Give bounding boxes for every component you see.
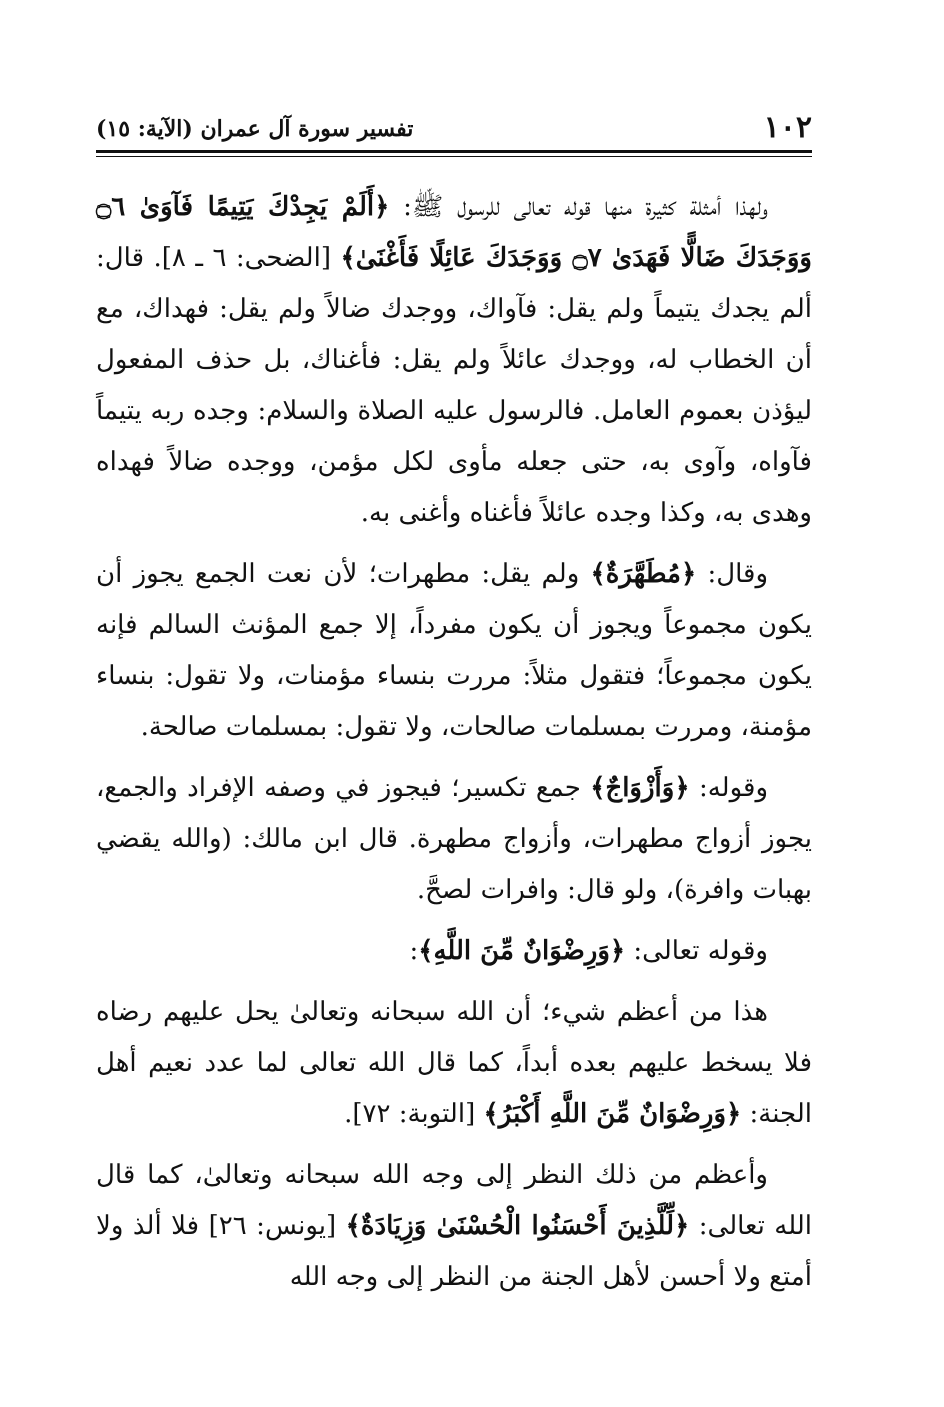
paragraph-text: وقال:	[696, 559, 769, 589]
quran-quote: ﴿وَرِضْوَانٌ مِّنَ اللَّهِ﴾	[418, 936, 626, 966]
header-rule	[96, 150, 812, 153]
paragraph	[96, 1150, 812, 1303]
paragraph-text: ولم يقل: مطهرات؛ لأن نعت الجمع يجوز أن يكون مجموعاً ويجوز أن يكون مفرداً، إلا جمع المؤنث السالم فإنه يكون مجموعاً؛ فتقول مثلاً: مررت بنساء مؤمنات، ولا تقول: بنساء مؤمنة، ومررت بمسلمات صالحات، ولا تقول: بمسلمات صالحة.	[96, 559, 812, 742]
paragraph-text: ولهذا أمثلة كثيرة منها قوله تعالى للرسول ﷺ:	[389, 192, 768, 222]
paragraph-text: :	[409, 936, 419, 966]
paragraph-text: [التوبة: ٧٢].	[344, 1099, 484, 1129]
paragraph-text: وقوله:	[689, 773, 768, 803]
header-rule-thin	[96, 156, 812, 157]
quran-quote: ﴿وَرِضْوَانٌ مِّنَ اللَّهِ أَكْبَرُ﴾	[483, 1099, 742, 1129]
paragraph	[96, 182, 812, 539]
paragraph	[96, 987, 812, 1140]
quran-quote: ﴿لِّلَّذِينَ أَحْسَنُوا الْحُسْنَىٰ وَزِيَادَةٌ﴾	[345, 1211, 690, 1241]
paragraph-text: [الضحى: ٦ ـ ٨]. قال: ألم يجدك يتيماً ولم يقل: فآواك، ووجدك ضالاً ولم يقل: فهداك، مع أن الخطاب له، ووجدك عائلاً ولم يقل: فأغناك، بل حذف المفعول ليؤذن بعموم العامل. فالرسول عليه الصلاة والسلام: وجده ربه يتيماً فآواه، وآوى به، حتى جعله مأوى لكل مؤمن، ووجده ضالاً فهداه وهدى به، وكذا وجده عائلاً فأغناه وأغنى به.	[96, 243, 812, 528]
paragraph-text: وقوله تعالى:	[625, 936, 768, 966]
paragraph-text: هذا من أعظم شيء؛ أن الله سبحانه وتعالىٰ يحل عليهم رضاه فلا يسخط عليهم بعده أبداً، كما قال الله تعالى لما عدد نعيم أهل الجنة:	[96, 997, 812, 1129]
paragraph	[96, 763, 812, 916]
paragraph	[96, 549, 812, 753]
quran-quote: ﴿مُطَهَّرَةٌ﴾	[590, 559, 697, 589]
quran-quote: ﴿وَأَزْوَاجٌ﴾	[590, 773, 690, 803]
paragraph-text: جمع تكسير؛ فيجوز في وصفه الإفراد والجمع، يجوز أزواج مطهرات، وأزواج مطهرة. قال ابن مالك: (والله يقضي بهبات وافرة)، ولو قال: وافرات لصحَّ.	[96, 773, 812, 905]
paragraph	[96, 926, 812, 977]
paragraph-text: [يونس: ٢٦] فلا ألذ ولا أمتع ولا أحسن لأهل الجنة من النظر إلى وجه الله	[96, 1211, 812, 1292]
page-number: ١٠٢	[763, 110, 812, 145]
running-header	[96, 108, 812, 152]
running-title: تفسير سورة آل عمران (الآية: ١٥)	[96, 116, 414, 142]
quran-quote: ﴿أَلَمْ يَجِدْكَ يَتِيمًا فَآوَىٰ ۝٦ وَوَجَدَكَ ضَالًّا فَهَدَىٰ ۝٧ وَوَجَدَكَ عَائِلًا فَأَغْنَىٰ﴾	[96, 192, 812, 273]
body-text	[96, 182, 812, 1313]
paragraph-text: وأعظم من ذلك النظر إلى وجه الله سبحانه وتعالىٰ، كما قال الله تعالى:	[96, 1160, 813, 1241]
